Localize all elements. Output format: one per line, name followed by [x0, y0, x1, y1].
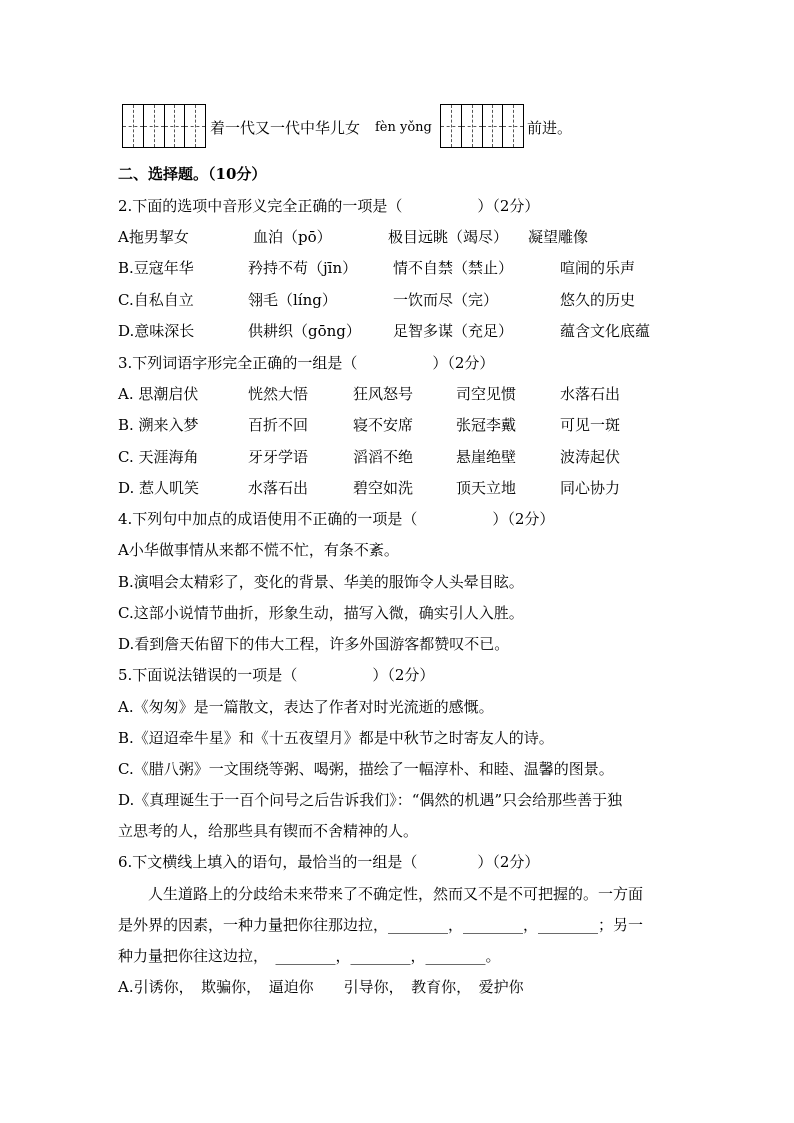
option-word: C.自私自立: [118, 291, 194, 309]
q6-passage-line: 是外界的因素，一种力量把你往那边拉，________，________，________；另一: [118, 916, 644, 934]
q4-option-d: D.看到詹天佑留下的伟大工程，许多外国游客都赞叹不已。: [118, 635, 510, 653]
option-word: 牙牙学语: [248, 448, 309, 466]
option-word: B. 溯来入梦: [118, 416, 199, 434]
option-word: D.意味深长: [118, 322, 195, 340]
option-word: 蕴含文化底蕴: [560, 322, 651, 340]
option-word: 极目远眺（竭尽）: [388, 228, 509, 246]
pinyin-grid-right: [440, 104, 524, 148]
option-word: 水落石出: [248, 479, 309, 497]
q5-option-a: A.《匆匆》是一篇散文，表达了作者对时光流逝的感慨。: [118, 698, 494, 716]
line1-pinyin: fèn yǒng: [375, 120, 432, 135]
q5-option-b: B.《迢迢牵牛星》和《十五夜望月》都是中秋节之时寄友人的诗。: [118, 729, 554, 747]
q5-option-c: C.《腊八粥》一文围绕等粥、喝粥，描绘了一幅淳朴、和睦、温馨的图景。: [118, 760, 614, 778]
option-word: 恍然大悟: [248, 385, 309, 403]
option-word: 狂风怒号: [353, 385, 414, 403]
grid-cell: [165, 105, 186, 147]
option-word: A. 思潮启伏: [118, 385, 199, 403]
option-word: 血泊（pō）: [253, 228, 332, 246]
line1-text-b: 前进。: [527, 119, 573, 137]
grid-cell: [503, 105, 523, 147]
q6-passage-line: 种力量把你往这边拉， ________，________，________。: [118, 947, 501, 965]
q6-stem: 6.下文横线上填入的语句，最恰当的一组是（ ）（2分）: [118, 853, 540, 871]
q5-option-d-cont: 立思考的人，给那些具有锲而不舍精神的人。: [118, 822, 419, 840]
grid-cell: [185, 105, 205, 147]
option-word: 悠久的历史: [560, 291, 636, 309]
q3-stem: 3.下列词语字形完全正确的一组是（ ）（2分）: [118, 354, 495, 372]
grid-cell: [441, 105, 462, 147]
option-word: 足智多谋（充足）: [393, 322, 514, 340]
option-word: 顶天立地: [456, 479, 517, 497]
grid-cell: [123, 105, 144, 147]
option-word: 凝望雕像: [528, 228, 589, 246]
option-word: 波涛起伏: [560, 448, 621, 466]
option-word: A拖男挈女: [118, 228, 189, 246]
option-word: 可见一斑: [560, 416, 621, 434]
option-word: 寝不安席: [353, 416, 414, 434]
q5-option-d: D.《真理诞生于一百个问号之后告诉我们》：“偶然的机遇”只会给那些善于独: [118, 791, 623, 809]
grid-cell: [462, 105, 483, 147]
option-word: 翎毛（líng）: [248, 291, 337, 309]
q6-option-a: A.引诱你， 欺骗你， 逼迫你 引导你， 教育你， 爱护你: [118, 978, 524, 996]
q6-passage-line: 人生道路上的分歧给未来带来了不确定性，然而又不是不可把握的。一方面: [148, 885, 644, 903]
option-word: 喧闹的乐声: [560, 259, 636, 277]
option-word: D. 惹人叽笑: [118, 479, 200, 497]
option-word: 滔滔不绝: [353, 448, 414, 466]
q2-stem: 2.下面的选项中音形义完全正确的一项是（ ）（2分）: [118, 197, 540, 215]
grid-cell: [483, 105, 504, 147]
option-word: C. 天涯海角: [118, 448, 199, 466]
option-word: 悬崖绝壁: [456, 448, 517, 466]
option-word: 供耕织（gōng）: [248, 322, 361, 340]
line1-text-a: 着一代又一代中华儿女: [210, 119, 361, 137]
pinyin-grid-left: [122, 104, 206, 148]
option-word: 矜持不苟（jīn）: [248, 259, 358, 277]
option-word: 水落石出: [560, 385, 621, 403]
q5-stem: 5.下面说法错误的一项是（ ）（2分）: [118, 666, 435, 684]
option-word: 情不自禁（禁止）: [393, 259, 514, 277]
option-word: 司空见惯: [456, 385, 517, 403]
option-word: 张冠李戴: [456, 416, 517, 434]
q4-option-a: A小华做事情从来都不慌不忙，有条不紊。: [118, 541, 399, 559]
option-word: B.豆寇年华: [118, 259, 194, 277]
q4-option-c: C.这部小说情节曲折，形象生动，描写入微，确实引人入胜。: [118, 604, 524, 622]
q4-stem: 4.下列句中加点的成语使用不正确的一项是（ ）（2分）: [118, 510, 555, 528]
option-word: 碧空如洗: [353, 479, 414, 497]
grid-cell: [144, 105, 165, 147]
section-title: 二、选择题。（10分）: [118, 165, 267, 183]
option-word: 同心协力: [560, 479, 621, 497]
option-word: 百折不回: [248, 416, 309, 434]
option-word: 一饮而尽（完）: [393, 291, 499, 309]
q4-option-b: B.演唱会太精彩了，变化的背景、华美的服饰令人头晕目眩。: [118, 573, 524, 591]
